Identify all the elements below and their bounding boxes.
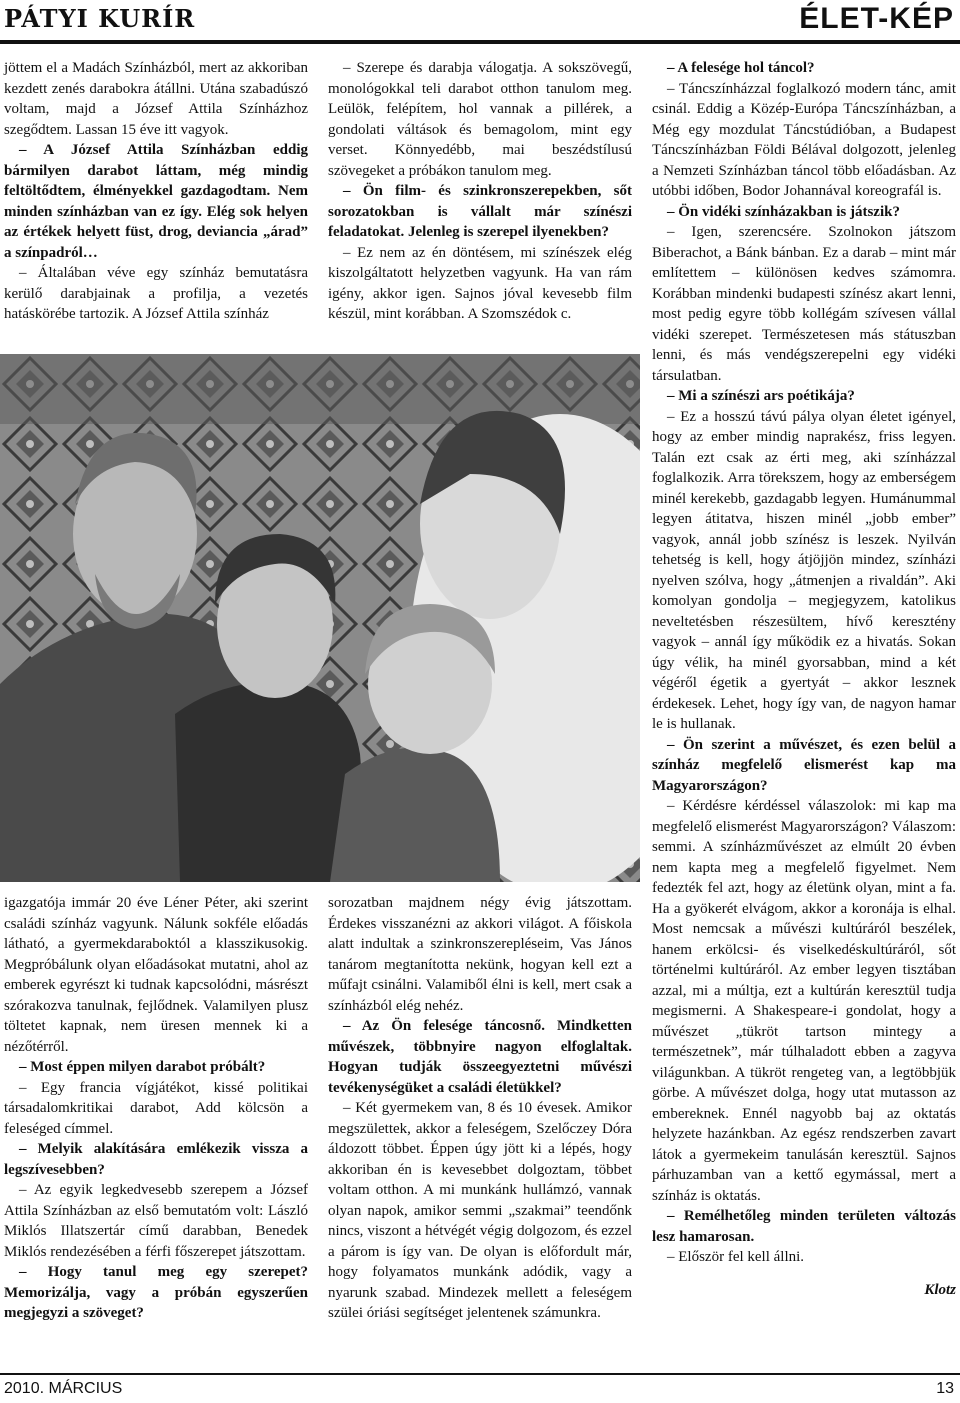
column-1-bottom — [4, 893, 308, 1324]
interview-question: – A József Attila Színházban eddig bármilyen darabot láttam, még mindig feltöltődtem, élményekkel gazdagodtam. Nem minden színházban van ez így. Elég sok helyen az értékek helyett füst, drog, deviancia „árad” a színpadról… — [4, 142, 308, 261]
page-number: 13 — [936, 1380, 954, 1397]
interview-question: – Mi a színészi ars poétikája? — [667, 388, 855, 404]
interview-question: – A felesége hol táncol? — [667, 60, 815, 76]
body-paragraph: – Igen, szerencsére. Szolnokon játszom Biberachot, a Bánk bánban. Ez a darab – mint már említettem – különösen kedves számomra. Korábban mindenki budapesti színész akart lenni, most pedig egyre több kollégám szívesen vállal vidéki szerepet. Természetesen más státuszban lenni, és más vendégszerepelni egy vidéki társulatban. — [652, 224, 956, 384]
body-paragraph: – Ez a hosszú távú pálya olyan életet igényel, hogy az ember mindig naprakész, friss legyen. Talán ezt csak az érti meg, aki színházzal foglalkozik. Arra törekszem, hogy az emberségem minél kerekebb, gazdagabb legyen. Humánummal legyen átitatva, hiszen minél „jobb ember” vagyok, annál jobb színész is leszek. Nyilván tehetség is kell, hogy átjöjjön mindez, színházi nyelven szólva, hogy „átmenjen a rivaldán”. Aki komolyan gondolja – megjegyzem, katolikus neveltetésben részesültem, hívő keresztény vagyok – annál így működik ez a hivatás. Sokan úgy vélik, ha minél gyorsabban, mind a két végéről égetik a gyertyát – akkor lesznek érdekesek. Lehet, hogy így van, de nagyon hamar le is hullanak. — [652, 408, 956, 732]
column-2-bottom — [328, 893, 632, 1324]
body-paragraph: – Általában véve egy színház bemutatásra kerülő darabjainak a profilja, a vezetés hatáskörébe tartozik. A József Attila színház — [4, 265, 308, 322]
body-paragraph: – Egy francia vígjátékot, kissé politikai társadalomkritikai darabot, Add kölcsön a feleséged címmel. — [4, 1079, 308, 1137]
issue-date: 2010. MÁRCIUS — [4, 1380, 123, 1397]
family-photo — [0, 354, 640, 882]
column-3-body — [652, 58, 956, 1268]
footer-rule — [0, 1373, 960, 1375]
family-photo-illustration — [0, 354, 640, 882]
interview-question: – Remélhetőleg minden területen változás lesz hamarosan. — [652, 1208, 956, 1245]
column-1-top — [4, 58, 308, 325]
section-title: ÉLET-KÉP — [799, 2, 954, 35]
header-rule — [0, 40, 960, 44]
body-paragraph: – Az egyik legkedvesebb szerepem a József Attila Színházban az első bemutatóm volt: László Miklós Illatszertár című darabban, Benedek Miklós rendezésében a férfi főszerepet játszottam. — [4, 1182, 308, 1260]
body-paragraph: – Két gyermekem van, 8 és 10 évesek. Amikor megszülettek, akkor a feleségem, Szelőczey Dóra áldozott többet. Éppen úgy jött ki a lépés, hogy akkoriban én is kevesebbet dolgoztam, többet voltam otthon. A mi munkánk hullámzó, vannak olyan napok, amikor semmi „szakmai” teendőnk nincs, viszont a hétvégét végig dolgozom, és ezzel a párom is így van. De olyan is előfordult már, hogy folyamatos munkánk adódik, vagy a nyarunk szabad. Mindezek mellett a feleségem szülei óriási segítséget jelentenek számunkra. — [328, 1100, 632, 1321]
interview-question: – Ön vidéki színházakban is játszik? — [667, 203, 900, 220]
body-paragraph: – Táncszínházzal foglalkozó modern tánc, amit csinál. Eddig a Közép-Európa Táncszínházban, a Még egy mozdulat Táncstúdióban, a Budapest Táncszínházban Földi Bélával dolgozott, jelenleg a Nemzeti Színházban táncol több előadásban. Az utóbbi időben, Bodor Johannával koreografál is. — [652, 80, 956, 199]
body-paragraph: – Kérdésre kérdéssel válaszolok: mi kap ma megfelelő elismerést Magyarországon? Válaszom: semmi. A színházművészet az elmúlt 20 évben nem kapta meg a megfelelő figyelmet. Nem fedezték fel azt, hogy az életünk olyan, mint a fa. Ha a gyökerét elvágom, akkor a koronája is elhal. Most nemcsak a művészi kultúráról beszélek, hanem erkölcsi- és viselkedéskultúráról, sőt történelmi kultúráról. Az ember legyen tisztában azzal, mi a múltja, ezt a kultúrán keresztül tudja megismerni. A Shakespeare-i gondolat, hogy a művészet „tükröt tartson mintegy a természetnek”, már túlhaladott ebben a zagyva világunkban. A tükröt rengeteg van, a legtöbbjük görbe. A művészet dolga, hogy utat mutasson az embereknek. Ennél nagyobb baj az oktatás helyzete hazánkban. Az egész rendszerben zavart látok a gyermekeim tanulásán keresztül. Sajnos párhuzamban van a kettő egymással, mert a színház is oktatás. — [652, 798, 956, 1204]
column-3 — [652, 58, 956, 1300]
body-paragraph: igazgatója immár 20 éve Léner Péter, aki szerint családi színház vagyunk. Nálunk sokféle előadás látható, a gyermekdaraboktól a klasszikusokig. Megpróbálunk olyan előadásokat mutatni, ahol az emberek egyrészt ki tudnak kapcsolódni, másrészt szórakozva tanulnak, fejlődnek. Valamilyen plusz töltetet kapnak, nem üresen mennek ki a nézőtérről. — [4, 895, 308, 1055]
publication-title: PÁTYI KURÍR — [4, 4, 196, 33]
body-paragraph: sorozatban majdnem négy évig játszottam. Érdekes visszanézni az akkori világot. A főiskola alatt indultak a szinkronszerepléseim, Vas János tanárom megtanította nekünk, hogyan kell ezt a műfajt csinálni. Valamiből élni is kell, mert csak a színházból elég nehéz. — [328, 895, 632, 1014]
interview-question: – Melyik alakítására emlékezik vissza a legszívesebben? — [4, 1141, 308, 1178]
author-signature: Klotz — [924, 1281, 956, 1298]
body-paragraph: jöttem el a Madách Színházból, mert az akkoriban kezdett zenés darabokra átállni. Utána szabadúszó voltam, majd a József Attila Színházhoz szegődtem. Lassan 15 éve itt vagyok. — [4, 60, 308, 138]
interview-question: – Hogy tanul meg egy szerepet? Memorizálja, vagy a próbán egyszerűen megjegyzi a szöveget? — [4, 1264, 308, 1321]
body-paragraph: – Ez nem az én döntésem, mi színészek elég kiszolgáltatott helyzetben vagyunk. Ha van rám igény, akkor igen. Sajnos jóval kevesebb film készül, mint korábban. A Szomszédok c. — [328, 244, 632, 322]
column-2-top — [328, 58, 632, 325]
interview-question: – Az Ön felesége táncosnő. Mindketten művészek, többnyire nagyon elfoglaltak. Hogyan tudják összeegyeztetni művészi tevékenységüket a családi életükkel? — [328, 1018, 632, 1096]
body-paragraph: – Először fel kell állni. — [667, 1249, 805, 1265]
interview-question: – Ön film- és szinkronszerepekben, sőt sorozatokban is vállalt már színészi feladatokat. Jelenleg is szerepel ilyenekben? — [328, 183, 632, 240]
interview-question: – Most éppen milyen darabot próbált? — [19, 1059, 266, 1075]
interview-question: – Ön szerint a művészet, és ezen belül a színház megfelelő elismerést kap ma Magyarországon? — [652, 736, 956, 794]
page-header — [0, 0, 960, 44]
body-paragraph: – Szerepe és darabja válogatja. A sokszövegű, monológokkal teli darabot otthon tanulom meg. Leülök, felépítem, hol vannak a pillérek, a gondolati váltások és bemagolom, mint egy verset. Könnyedébb, mai beszédstílusú szövegeket a próbákon tanulom meg. — [328, 60, 632, 179]
